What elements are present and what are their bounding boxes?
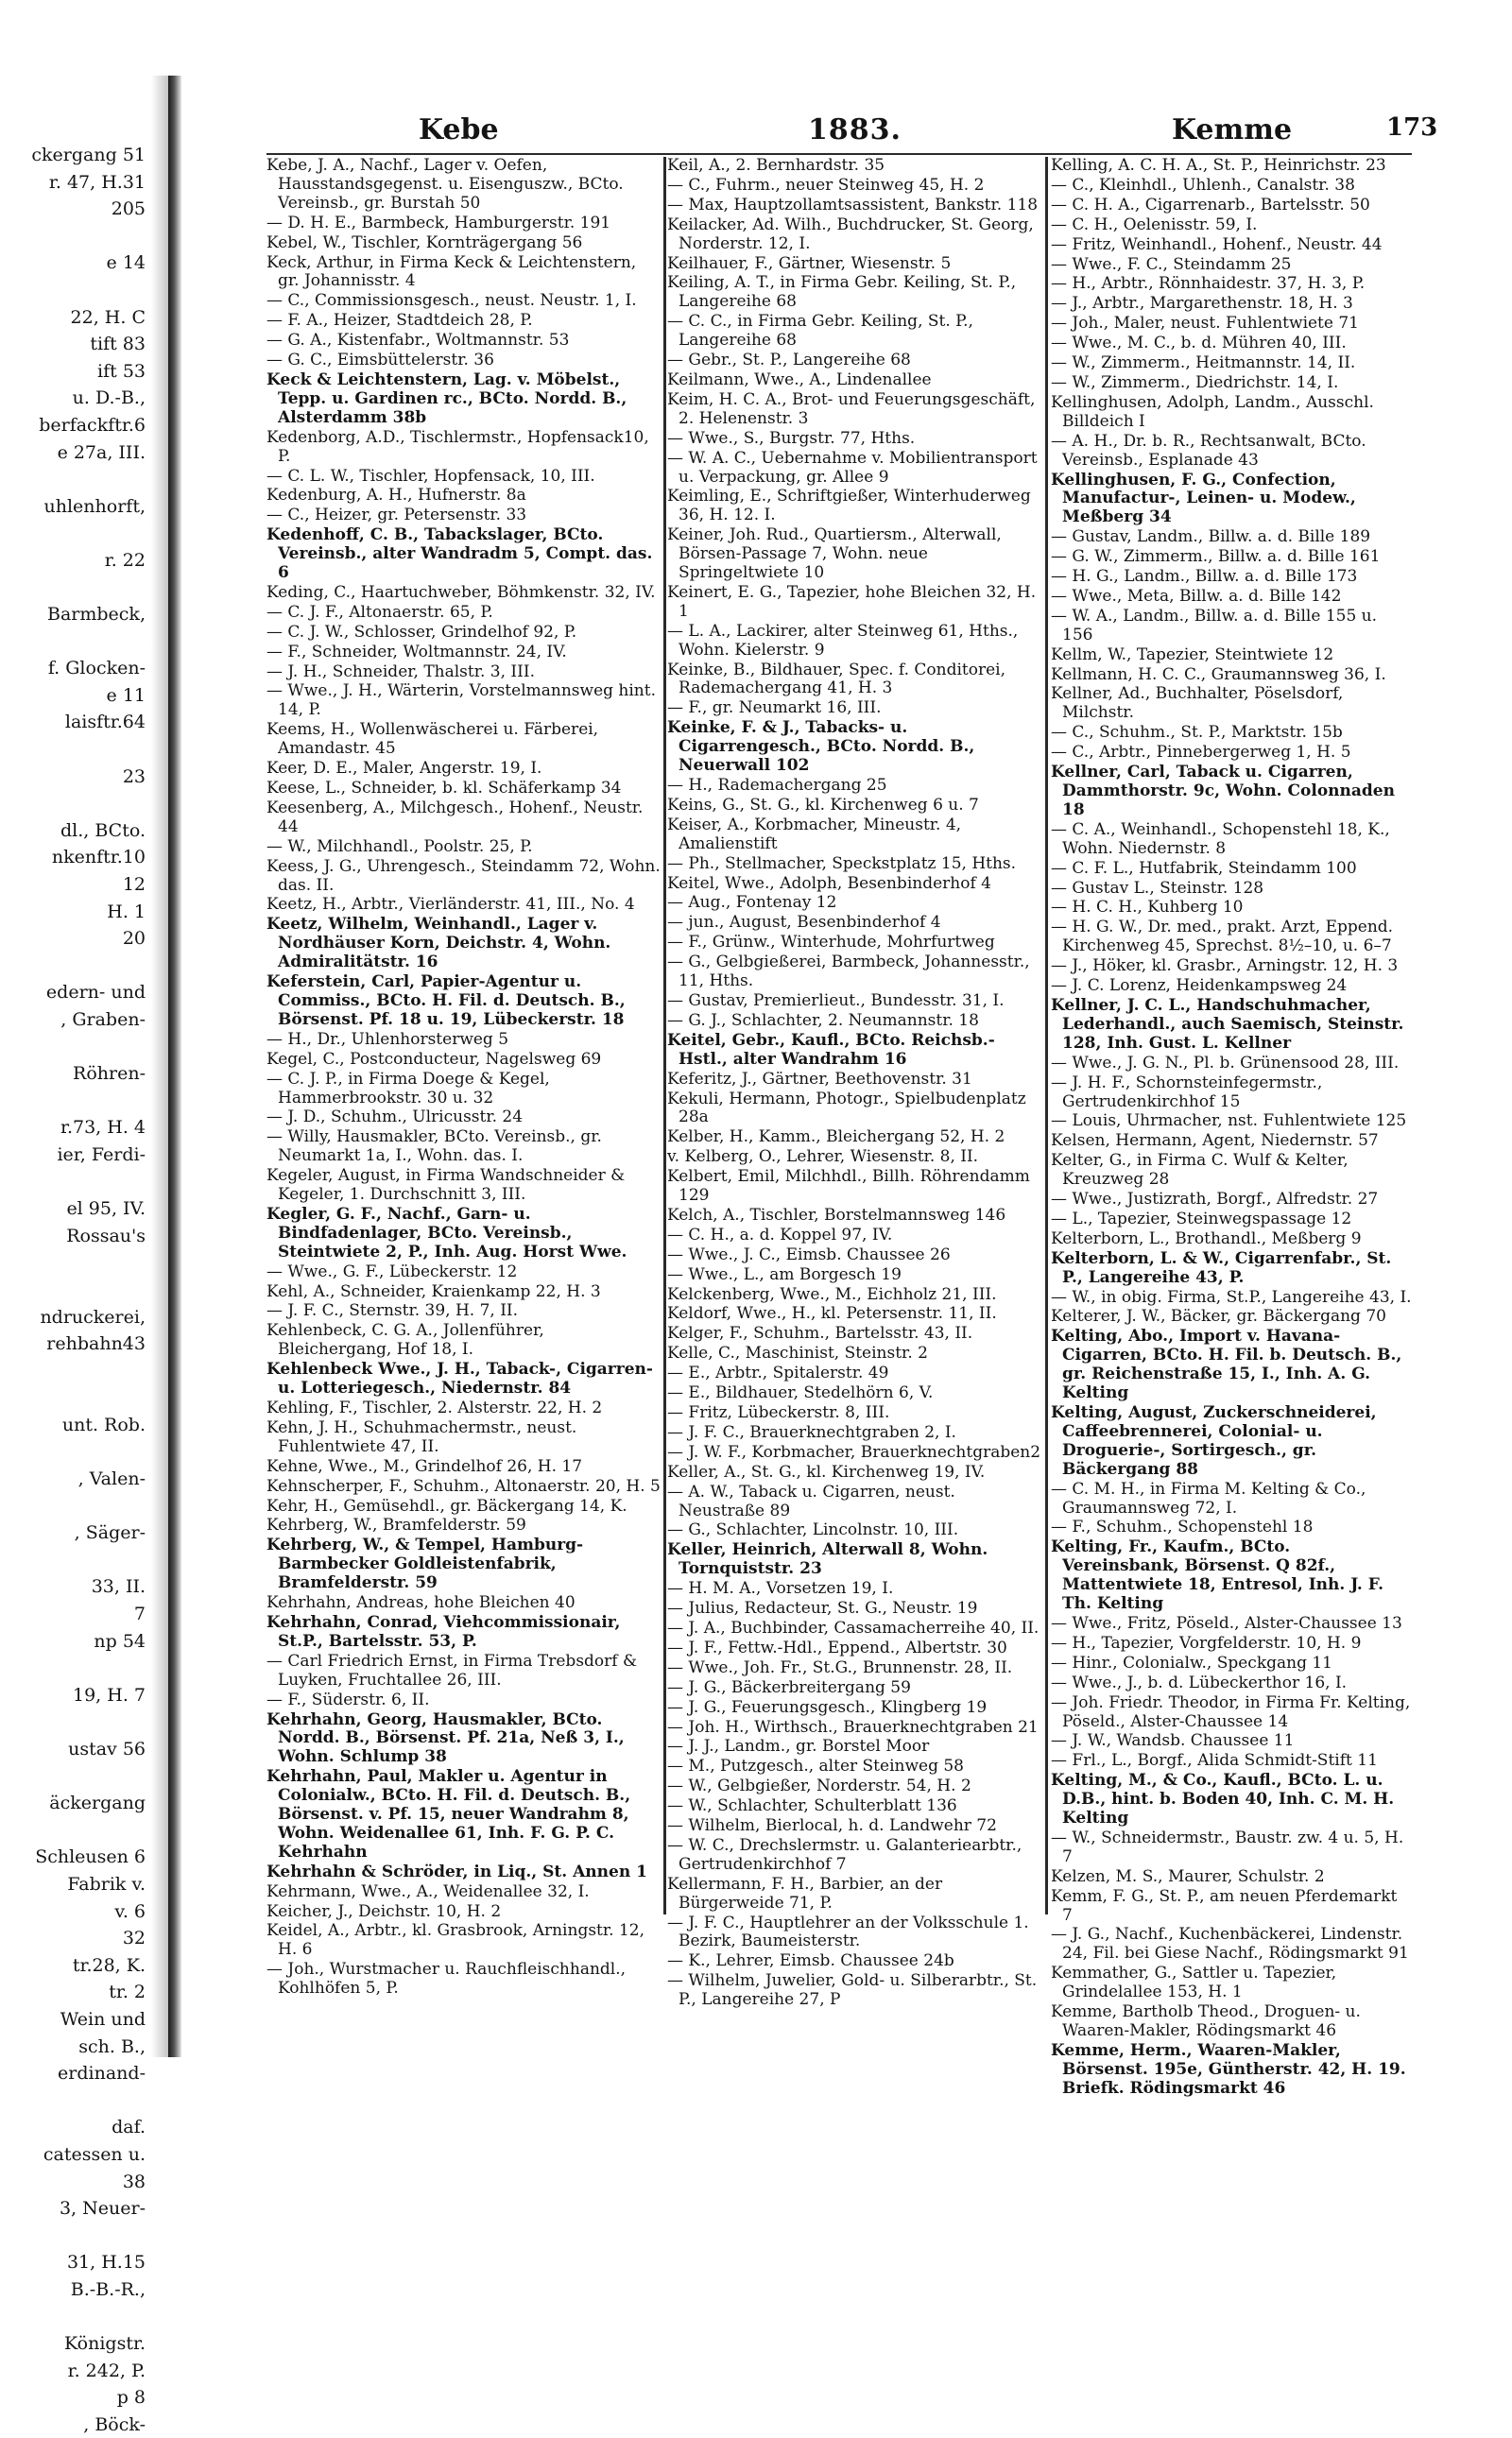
directory-entry: Keinke, F. & J., Tabacks- u. Cigarrengesch., BCto. Nordd. B., Neuerwall 102 xyxy=(667,718,975,776)
fragment-line: Fabrik v. xyxy=(67,1874,146,1895)
directory-entry: — Carl Friedrich Ernst, in Firma Trebsdorf & Luyken, Fruchtallee 26, III. xyxy=(266,1651,638,1690)
fragment-line xyxy=(0,1169,151,1196)
fragment-line: 32 xyxy=(122,1928,146,1949)
directory-entry: — C. J. P., in Firma Doege & Kegel, Hammerbrookstr. 30 u. 32 xyxy=(266,1069,550,1107)
directory-entry: — G. W., Zimmerm., Billw. a. d. Bille 161 xyxy=(1051,547,1381,567)
directory-column-3 xyxy=(1051,156,1412,2098)
fragment-line xyxy=(0,277,151,304)
directory-entry: — Frl., L., Borgf., Alida Schmidt-Stift 11 xyxy=(1051,1751,1378,1771)
directory-entry: — Wwe., G. F., Lübeckerstr. 12 xyxy=(266,1262,518,1281)
directory-entry: — C., Commissionsgesch., neust. Neustr. 1, I. xyxy=(266,291,637,311)
directory-entry: Keck, Arthur, in Firma Keck & Leichtenstern, gr. Johannisstr. 4 xyxy=(266,252,637,291)
fragment-line: el 95, IV. xyxy=(66,1198,146,1220)
directory-entry: — Wilhelm, Juwelier, Gold- u. Silberarbtr., St. P., Langereihe 27, P xyxy=(667,1971,1038,2010)
directory-entry: Kelting, M., & Co., Kaufl., BCto. L. u. D.B., hint. b. Boden 40, Inh. C. M. H. Kelting xyxy=(1051,1771,1395,1828)
fragment-line: r. 22 xyxy=(104,549,146,571)
directory-entry: Kehl, A., Schneider, Kraienkamp 22, H. 3 xyxy=(266,1281,601,1301)
fragment-line xyxy=(0,1439,151,1467)
fragment-line xyxy=(0,628,151,656)
directory-entry: — Julius, Redacteur, St. G., Neustr. 19 xyxy=(667,1599,978,1619)
directory-entry: — Joh. H., Wirthsch., Brauerknechtgraben 21 xyxy=(667,1717,1039,1737)
fragment-line: ckergang 51 xyxy=(31,145,146,165)
fragment-line: , Graben- xyxy=(60,1009,146,1030)
fragment-line xyxy=(0,953,151,980)
directory-entry: — Gustav, Premierlieut., Bundesstr. 31, I. xyxy=(667,990,1005,1010)
directory-entry: — E., Arbtr., Spitalerstr. 49 xyxy=(667,1364,889,1383)
directory-entry: Keetz, Wilhelm, Weinhandl., Lager v. Nordhäuser Korn, Deichstr. 4, Wohn. Admiralitätstr. 16 xyxy=(266,915,611,972)
directory-entry: — J. F. C., Sternstr. 39, H. 7, II. xyxy=(266,1301,519,1321)
fragment-line xyxy=(0,1088,151,1115)
directory-entry: Kelterborn, L. & W., Cigarrenfabr., St. P., Langereihe 43, P. xyxy=(1051,1248,1392,1287)
directory-entry: Kelsen, Hermann, Agent, Niedernstr. 57 xyxy=(1051,1131,1379,1151)
fragment-line: B.-B.-R., xyxy=(70,2278,146,2300)
directory-entry: Kellinghusen, Adolph, Landm., Ausschl. Billdeich I xyxy=(1051,392,1374,431)
directory-entry: — C., Heizer, gr. Petersenstr. 33 xyxy=(266,506,527,525)
directory-entry: Keitel, Gebr., Kaufl., BCto. Reichsb.-Hstl., alter Wandrahm 16 xyxy=(667,1030,995,1069)
directory-entry: — H., Rademachergang 25 xyxy=(667,776,887,795)
fragment-line: 205 xyxy=(111,198,146,220)
fragment-line: unt. Rob. xyxy=(61,1414,146,1435)
fragment-line: u. D.-B., xyxy=(72,387,146,409)
directory-entry: — W. A. C., Uebernahme v. Mobilientransport u. Verpackung, gr. Allee 9 xyxy=(667,448,1038,487)
directory-entry: — W., Zimmerm., Heitmannstr. 14, II. xyxy=(1051,353,1356,373)
directory-entry: — K., Lehrer, Eimsb. Chaussee 24b xyxy=(667,1951,954,1971)
fragment-line xyxy=(0,1034,151,1061)
directory-entry: — J. A., Buchbinder, Cassamacherreihe 40, II. xyxy=(667,1618,1040,1638)
directory-entry: Kelter, G., in Firma C. Wulf & Kelter, Kreuzweg 28 xyxy=(1051,1151,1349,1190)
directory-entry: Keinert, E. G., Tapezier, hohe Bleichen 32, H. 1 xyxy=(667,582,1037,621)
directory-entry: — Ph., Stellmacher, Speckstplatz 15, Hths. xyxy=(667,853,1017,873)
fragment-line: Wein und xyxy=(60,2008,146,2030)
directory-entry: Keiner, Joh. Rud., Quartiersm., Alterwall, Börsen-Passage 7, Wohn. neue Springeltwiete 10 xyxy=(667,525,1002,583)
directory-entry: — Fritz, Lübeckerstr. 8, III. xyxy=(667,1403,890,1422)
directory-entry: Kelckenberg, Wwe., M., Eichholz 21, III. xyxy=(667,1284,997,1304)
directory-entry: Kelch, A., Tischler, Borstelmannsweg 146 xyxy=(667,1205,1006,1225)
directory-entry: Kellinghusen, F. G., Confection, Manufactur-, Leinen- u. Modew., Meßberg 34 xyxy=(1051,470,1356,527)
fragment-line: Schleusen 6 xyxy=(35,1846,146,1868)
directory-entry: Keim, H. C. A., Brot- und Feuerungsgeschäft, 2. Helenenstr. 3 xyxy=(667,389,1036,428)
directory-entry: — J., Arbtr., Margarethenstr. 18, H. 3 xyxy=(1051,294,1353,314)
fragment-line: berfackftr.6 xyxy=(39,414,146,436)
column-divider xyxy=(1045,157,1048,1914)
page-header xyxy=(184,113,1438,151)
directory-entry: Kehne, Wwe., M., Grindelhof 26, H. 17 xyxy=(266,1456,583,1476)
directory-entry: — Wwe., Justizrath, Borgf., Alfredstr. 27 xyxy=(1051,1190,1379,1210)
fragment-line: H. 1 xyxy=(107,901,146,922)
directory-entry: Kehrhahn, Andreas, hohe Bleichen 40 xyxy=(266,1593,576,1613)
fragment-line: p 8 xyxy=(116,2387,146,2409)
directory-entry: — J. D., Schuhm., Ulricusstr. 24 xyxy=(266,1107,524,1127)
directory-column-1 xyxy=(266,157,662,2037)
directory-entry: Keldorf, Wwe., H., kl. Petersenstr. 11, II. xyxy=(667,1304,997,1324)
directory-entry: Kehlenbeck Wwe., J. H., Taback-, Cigarren- u. Lotteriegesch., Niedernstr. 84 xyxy=(266,1360,653,1399)
directory-entry: — G. A., Kistenfabr., Woltmannstr. 53 xyxy=(266,331,570,351)
directory-entry: Kemm, F. G., St. P., am neuen Pferdemarkt 7 xyxy=(1051,1886,1398,1925)
directory-entry: — Joh. Friedr. Theodor, in Firma Fr. Kelting, Pöseld., Alster-Chaussee 14 xyxy=(1051,1692,1411,1731)
gutter-shadow xyxy=(151,76,170,2057)
fragment-line xyxy=(0,1249,151,1277)
directory-entry: Keck & Leichtenstern, Lag. v. Möbelst., Tepp. u. Gardinen rc., BCto. Nordd. B., Alsterdamm 38b xyxy=(266,369,627,427)
directory-entry: Kehrhahn & Schröder, in Liq., St. Annen 1 xyxy=(266,1862,647,1881)
directory-entry: Keding, C., Haartuchweber, Böhmkenstr. 32, IV. xyxy=(266,582,656,602)
directory-entry: Kellner, Carl, Taback u. Cigarren, Dammthorstr. 9c, Wohn. Colonnaden 18 xyxy=(1051,763,1395,819)
directory-entry: Keilacker, Ad. Wilh., Buchdrucker, St. Georg, Norderstr. 12, I. xyxy=(667,215,1034,253)
directory-entry: — C. J. F., Altonaerstr. 65, P. xyxy=(266,602,493,622)
directory-entry: — C. H., a. d. Koppel 97, IV. xyxy=(667,1225,893,1245)
directory-entry: — W., in obig. Firma, St.P., Langereihe 43, I. xyxy=(1051,1287,1412,1307)
directory-entry: Kemme, Herm., Waaren-Makler, Börsenst. 195e, Güntherstr. 42, H. 19. Briefk. Rödingsmarkt 46 xyxy=(1051,2040,1406,2098)
directory-entry: Keil, A., 2. Bernhardstr. 35 xyxy=(667,156,885,175)
directory-entry: Kehnscherper, F., Schuhm., Altonaerstr. 20, H. 5 xyxy=(266,1476,661,1496)
fragment-line: f. Glocken- xyxy=(47,658,146,679)
directory-entry: Kehlenbeck, C. G. A., Jollenführer, Bleichergang, Hof 18, I. xyxy=(266,1321,544,1360)
directory-entry: — W. C., Drechslermstr. u. Galanteriearbtr., Gertrudenkirchhof 7 xyxy=(667,1835,1022,1874)
directory-entry: — J. F. C., Brauerknechtgraben 2, I. xyxy=(667,1422,956,1442)
directory-entry: — Wwe., J., b. d. Lübeckerthor 16, I. xyxy=(1051,1673,1348,1692)
directory-entry: — Gustav, Landm., Billw. a. d. Bille 189 xyxy=(1051,527,1371,547)
fragment-line xyxy=(0,790,151,817)
directory-entry: — G., Schlachter, Lincolnstr. 10, III. xyxy=(667,1520,959,1540)
directory-entry: — W., Gelbgießer, Norderstr. 54, H. 2 xyxy=(667,1777,971,1796)
directory-entry: Keitel, Wwe., Adolph, Besenbinderhof 4 xyxy=(667,873,991,893)
directory-entry: Kehrhahn, Conrad, Viehcommissionair, St.P., Bartelsstr. 53, P. xyxy=(266,1612,621,1651)
header-year: 1883. xyxy=(808,113,902,146)
directory-entry: — Max, Hauptzollamtsassistent, Bankstr. 118 xyxy=(667,195,1039,215)
fragment-line: tr. 2 xyxy=(109,1982,146,2003)
fragment-line: erdinand- xyxy=(58,2063,146,2085)
directory-entry: — Wwe., S., Burgstr. 77, Hths. xyxy=(667,428,916,448)
directory-entry: — C., Kleinhdl., Uhlenh., Canalstr. 38 xyxy=(1051,175,1355,195)
fragment-line: laisftr.64 xyxy=(64,712,146,733)
directory-entry: — C. H. A., Cigarrenarb., Bartelsstr. 50 xyxy=(1051,195,1370,215)
directory-entry: Kelting, Fr., Kaufm., BCto. Vereinsbank, Börsenst. Q 82f., Mattentwiete 18, Entresol, Inh. J. F. Th. Kelting xyxy=(1051,1537,1384,1614)
directory-entry: Kelle, C., Maschinist, Steinstr. 2 xyxy=(667,1344,928,1364)
directory-entry: Kemmather, G., Sattler u. Tapezier, Grindelallee 153, H. 1 xyxy=(1051,1964,1337,2002)
fragment-line: r.73, H. 4 xyxy=(60,1117,146,1139)
directory-entry: — Joh., Maler, neust. Fuhlentwiete 71 xyxy=(1051,314,1359,334)
fragment-line: Röhren- xyxy=(73,1063,146,1085)
fragment-line: Königstr. xyxy=(63,2333,146,2355)
directory-entry: — H. G. W., Dr. med., prakt. Arzt, Eppend. Kirchenweg 45, Sprechst. 8½–10, u. 6–7 xyxy=(1051,918,1394,956)
directory-entry: — Wwe., Joh. Fr., St.G., Brunnenstr. 28, II. xyxy=(667,1657,1013,1677)
directory-entry: — Wwe., Fritz, Pöseld., Alster-Chaussee 13 xyxy=(1051,1613,1402,1633)
directory-entry: — F., Schneider, Woltmannstr. 24, IV. xyxy=(266,642,567,661)
directory-entry: — Aug., Fontenay 12 xyxy=(667,893,837,913)
directory-entry: Keinke, B., Bildhauer, Spec. f. Conditorei, Rademachergang 41, H. 3 xyxy=(667,660,1005,698)
directory-entry: — J. F., Fettw.-Hdl., Eppend., Albertstr. 30 xyxy=(667,1638,1007,1657)
fragment-line xyxy=(0,2223,151,2250)
fragment-line: e 27a, III. xyxy=(57,441,146,463)
directory-entry: Kelting, Abo., Import v. Havana-Cigarren, BCto. H. Fil. b. Deutsch. B., gr. Reichenstraße 15, I., Inh. A. G. Kelting xyxy=(1051,1327,1402,1403)
directory-entry: Kehrhahn, Paul, Makler u. Agentur in Colonialw., BCto. H. Fil. d. Deutsch. B., Börsenst. v. Pf. 15, neuer Wandrahm 8, Wohn. Weidenallee 61, Inh. F. G. P. C. Kehrhahn xyxy=(266,1767,631,1862)
directory-entry: — Willy, Hausmakler, BCto. Vereinsb., gr. Neumarkt 1a, I., Wohn. das. I. xyxy=(266,1127,602,1166)
directory-entry: Keese, L., Schneider, b. kl. Schäferkamp 34 xyxy=(266,779,622,798)
fragment-line: dl., BCto. xyxy=(60,819,146,841)
directory-entry: v. Kelberg, O., Lehrer, Wiesenstr. 8, II. xyxy=(667,1147,979,1167)
directory-entry: Keilmann, Wwe., A., Lindenallee xyxy=(667,369,932,389)
directory-entry: Kehrmann, Wwe., A., Weidenallee 32, I. xyxy=(266,1881,590,1901)
directory-entry: — C., Schuhm., St. P., Marktstr. 15b xyxy=(1051,723,1343,743)
directory-entry: — Wwe., F. C., Steindamm 25 xyxy=(1051,254,1292,274)
directory-entry: Kellermann, F. H., Barbier, an der Bürgerweide 71, P. xyxy=(667,1874,943,1913)
fragment-line: r. 47, H.31 xyxy=(48,171,146,193)
directory-entry: — Wwe., J. G. N., Pl. b. Grünensood 28, III. xyxy=(1051,1053,1400,1073)
directory-entry: Keicher, J., Deichstr. 10, H. 2 xyxy=(266,1901,502,1921)
fragment-line: e 14 xyxy=(106,252,146,274)
directory-entry: Kellmann, H. C. C., Graumannsweg 36, I. xyxy=(1051,664,1386,684)
directory-entry: — Wilhelm, Bierlocal, h. d. Landwehr 72 xyxy=(667,1816,997,1836)
header-rule xyxy=(266,153,1412,155)
directory-entry: — L., Tapezier, Steinwegspassage 12 xyxy=(1051,1209,1352,1228)
header-right-keyword: Kemme xyxy=(1172,113,1293,146)
directory-entry: — G. C., Eimsbüttelerstr. 36 xyxy=(266,351,494,370)
fragment-line xyxy=(0,1547,151,1574)
directory-entry: — Joh., Wurstmacher u. Rauchfleischhandl., Kohlhöfen 5, P. xyxy=(266,1960,627,1999)
directory-entry: — J. H., Schneider, Thalstr. 3, III. xyxy=(266,661,535,681)
fragment-line: , Valen- xyxy=(77,1468,146,1490)
fragment-line xyxy=(0,2087,151,2115)
directory-entry: Kehrberg, W., Bramfelderstr. 59 xyxy=(266,1516,526,1536)
directory-entry: Keferitz, J., Gärtner, Beethovenstr. 31 xyxy=(667,1069,972,1089)
directory-entry: — J. H. F., Schornsteinfegermstr., Gertrudenkirchhof 15 xyxy=(1051,1073,1323,1111)
directory-entry: — Louis, Uhrmacher, nst. Fuhlentwiete 125 xyxy=(1051,1111,1407,1131)
directory-entry: — J. W., Wandsb. Chaussee 11 xyxy=(1051,1731,1295,1751)
fragment-line xyxy=(0,1708,151,1736)
directory-entry: — H. G., Landm., Billw. a. d. Bille 173 xyxy=(1051,567,1358,587)
directory-entry: — J., Höker, kl. Grasbr., Arningstr. 12, H. 3 xyxy=(1051,956,1399,976)
fragment-line: tr.28, K. xyxy=(72,1954,146,1976)
directory-entry: Kehr, H., Gemüsehdl., gr. Bäckergang 14, K. xyxy=(266,1496,627,1516)
directory-entry: Kelber, H., Kamm., Bleichergang 52, H. 2 xyxy=(667,1127,1005,1147)
fragment-line: 20 xyxy=(122,928,146,950)
directory-entry: — jun., August, Besenbinderhof 4 xyxy=(667,913,941,933)
fragment-line: 38 xyxy=(122,2171,146,2192)
fragment-line: 31, H.15 xyxy=(66,2252,146,2274)
fragment-line: 22, H. C xyxy=(70,306,146,328)
directory-entry: — D. H. E., Barmbeck, Hamburgerstr. 191 xyxy=(266,213,611,232)
directory-entry: — Wwe., M. C., b. d. Mühren 40, III. xyxy=(1051,334,1347,353)
directory-entry: — F., gr. Neumarkt 16, III. xyxy=(667,698,882,718)
directory-entry: — C., Arbtr., Pinnebergerweg 1, H. 5 xyxy=(1051,743,1351,763)
directory-entry: — W., Schlachter, Schulterblatt 136 xyxy=(667,1796,957,1816)
directory-entry: — F., Süderstr. 6, II. xyxy=(266,1690,430,1709)
fragment-line: uhlenhorft, xyxy=(43,495,146,517)
directory-entry: Kehrhahn, Georg, Hausmakler, BCto. Nordd. B., Börsenst. Pf. 21a, Neß 3, I., Wohn. Schlump 38 xyxy=(266,1709,625,1767)
fragment-line xyxy=(0,1493,151,1520)
fragment-line xyxy=(0,1763,151,1791)
fragment-line xyxy=(0,1358,151,1385)
fragment-line: ier, Ferdi- xyxy=(57,1143,146,1165)
directory-entry: — W., Schneidermstr., Baustr. zw. 4 u. 5, H. 7 xyxy=(1051,1828,1404,1866)
directory-entry: — J. W. F., Korbmacher, Brauerknechtgraben2 xyxy=(667,1442,1041,1462)
directory-entry: Keidel, A., Arbtr., kl. Grasbrook, Arningstr. 12, H. 6 xyxy=(266,1921,644,1960)
directory-entry: — C. J. W., Schlosser, Grindelhof 92, P. xyxy=(266,622,577,642)
directory-entry: Keetz, H., Arbtr., Vierländerstr. 41, III., No. 4 xyxy=(266,895,635,915)
fragment-line: , Säger- xyxy=(74,1522,146,1544)
directory-entry: — H., Arbtr., Rönnhaidestr. 37, H. 3, P. xyxy=(1051,274,1366,294)
fragment-line: catessen u. xyxy=(43,2143,146,2165)
fragment-line xyxy=(0,520,151,547)
directory-entry: Kedenburg, A. H., Hufnerstr. 8a xyxy=(266,486,526,506)
directory-entry: Kedenhoff, C. B., Tabackslager, BCto. Vereinsb., alter Wandradm 5, Compt. das. 6 xyxy=(266,525,653,583)
directory-entry: — M., Putzgesch., alter Steinweg 58 xyxy=(667,1757,964,1777)
directory-entry: — Gustav L., Steinstr. 128 xyxy=(1051,878,1264,898)
directory-entry: — C. F. L., Hutfabrik, Steindamm 100 xyxy=(1051,858,1357,878)
directory-entry: Kellner, J. C. L., Handschuhmacher, Lederhandl., auch Saemisch, Steinstr. 128, Inh. Gust. L. Kellner xyxy=(1051,995,1404,1053)
directory-entry: Kelterer, J. W., Bäcker, gr. Bäckergang 70 xyxy=(1051,1307,1386,1327)
fragment-line: e 11 xyxy=(106,684,146,706)
fragment-line xyxy=(0,223,151,250)
fragment-line: r. 242, P. xyxy=(67,2360,146,2381)
directory-entry: Keimling, E., Schriftgießer, Winterhuderweg 36, H. 12. I. xyxy=(667,487,1031,525)
directory-entry: Kellner, Ad., Buchhalter, Pöselsdorf, Milchstr. xyxy=(1051,684,1344,723)
directory-entry: — C. M. H., in Firma M. Kelting & Co., Graumannsweg 72, I. xyxy=(1051,1479,1366,1518)
directory-entry: Kedenborg, A.D., Tischlermstr., Hopfensack10, P. xyxy=(266,427,649,466)
directory-entry: — H., Dr., Uhlenhorsterweg 5 xyxy=(266,1029,509,1049)
directory-entry: Kebel, W., Tischler, Kornträgergang 56 xyxy=(266,232,583,252)
directory-entry: — H. C. H., Kuhberg 10 xyxy=(1051,898,1244,918)
fragment-line xyxy=(0,466,151,493)
fragment-line: ndruckerei, xyxy=(40,1306,146,1328)
directory-entry: Kegler, G. F., Nachf., Garn- u. Bindfadenlager, BCto. Vereinsb., Steintwiete 2, P., Inh. Aug. Horst Wwe. xyxy=(266,1204,627,1262)
directory-entry: — Hinr., Colonialw., Speckgang 11 xyxy=(1051,1653,1332,1673)
directory-entry: Kelger, F., Schuhm., Bartelsstr. 43, II. xyxy=(667,1324,973,1344)
directory-entry: — C. C., in Firma Gebr. Keiling, St. P., Langereihe 68 xyxy=(667,312,973,351)
fragment-line: np 54 xyxy=(94,1630,146,1652)
directory-entry: — J. F. C., Hauptlehrer an der Volksschule 1. Bezirk, Baumeisterstr. xyxy=(667,1913,1029,1951)
directory-entry: — J. J., Landm., gr. Borstel Moor xyxy=(667,1737,930,1757)
directory-entry: — G., Gelbgießerei, Barmbeck, Johannesstr., 11, Hths. xyxy=(667,953,1030,991)
directory-entry: — G. J., Schlachter, 2. Neumannstr. 18 xyxy=(667,1010,979,1030)
previous-page-fragment xyxy=(0,142,151,2435)
directory-entry: Keller, A., St. G., kl. Kirchenweg 19, IV. xyxy=(667,1462,986,1482)
fragment-line: ift 53 xyxy=(97,360,146,382)
directory-entry: Keferstein, Carl, Papier-Agentur u. Commiss., BCto. H. Fil. d. Deutsch. B., Börsenst. Pf. 18 u. 19, Lübeckerstr. 18 xyxy=(266,972,626,1029)
directory-entry: — J. C. Lorenz, Heidenkampsweg 24 xyxy=(1051,976,1348,996)
directory-entry: — C., Fuhrm., neuer Steinweg 45, H. 2 xyxy=(667,175,985,195)
directory-entry: — Wwe., L., am Borgesch 19 xyxy=(667,1264,902,1284)
fragment-line: tift 83 xyxy=(90,334,146,355)
fragment-line: äckergang xyxy=(49,1793,146,1814)
directory-entry: Kegel, C., Postconducteur, Nagelsweg 69 xyxy=(266,1049,602,1069)
directory-entry: — E., Bildhauer, Stedelhörn 6, V. xyxy=(667,1383,934,1403)
directory-entry: Kegeler, August, in Firma Wandschneider & Kegeler, 1. Durchschnitt 3, III. xyxy=(266,1166,626,1205)
directory-entry: — J. G., Bäckerbreitergang 59 xyxy=(667,1677,911,1697)
directory-entry: — A. W., Taback u. Cigarren, neust. Neustraße 89 xyxy=(667,1482,955,1520)
fragment-line: ustav 56 xyxy=(68,1739,146,1760)
fragment-line: 12 xyxy=(122,874,146,896)
fragment-line: 3, Neuer- xyxy=(59,2198,146,2220)
page-edge xyxy=(168,76,181,2057)
directory-entry: — C. L. W., Tischler, Hopfensack, 10, III. xyxy=(266,466,595,486)
column-divider xyxy=(663,157,666,1914)
fragment-line: , Böck- xyxy=(83,2413,146,2435)
directory-entry: Kelling, A. C. H. A., St. P., Heinrichstr. 23 xyxy=(1051,156,1386,175)
fragment-line xyxy=(0,1277,151,1304)
directory-entry: Keins, G., St. G., kl. Kirchenweg 6 u. 7 xyxy=(667,795,979,815)
directory-entry: Keess, J. G., Uhrengesch., Steindamm 72, Wohn. das. II. xyxy=(266,856,661,895)
fragment-line: daf. xyxy=(112,2117,146,2138)
fragment-line: 7 xyxy=(133,1604,146,1625)
directory-entry: Kemme, Bartholb Theod., Droguen- u. Waaren-Makler, Rödingsmarkt 46 xyxy=(1051,2002,1361,2040)
directory-entry: Kelbert, Emil, Milchhdl., Billh. Röhrendamm 129 xyxy=(667,1167,1030,1206)
directory-entry: Kebe, J. A., Nachf., Lager v. Oefen, Hausstandsgegenst. u. Eisenguszw., BCto. Vereinsb., gr. Burstah 50 xyxy=(266,156,624,213)
fragment-line xyxy=(0,1384,151,1412)
directory-entry: — Wwe., J. C., Eimsb. Chaussee 26 xyxy=(667,1245,951,1264)
directory-entry: — F. A., Heizer, Stadtdeich 28, P. xyxy=(266,311,533,331)
directory-entry: — Wwe., J. H., Wärterin, Vorstelmannsweg hint. 14, P. xyxy=(266,681,656,720)
directory-entry: — L. A., Lackirer, alter Steinweg 61, Hths., Wohn. Kielerstr. 9 xyxy=(667,621,1019,660)
fragment-line: rehbahn43 xyxy=(46,1333,146,1355)
directory-entry: Kehn, J. H., Schuhmachermstr., neust. Fuhlentwiete 47, II. xyxy=(266,1417,577,1456)
directory-entry: — J. G., Feuerungsgesch., Klingberg 19 xyxy=(667,1697,988,1717)
directory-entry: Kelterborn, L., Brothandl., Meßberg 9 xyxy=(1051,1228,1362,1248)
directory-entry: — A. H., Dr. b. R., Rechtsanwalt, BCto. Vereinsb., Esplanade 43 xyxy=(1051,431,1366,470)
fragment-line xyxy=(0,2304,151,2331)
directory-entry: — Wwe., Meta, Billw. a. d. Bille 142 xyxy=(1051,586,1342,606)
directory-column-2 xyxy=(667,157,1043,2037)
directory-entry: Kehling, F., Tischler, 2. Alsterstr. 22, H. 2 xyxy=(266,1399,603,1417)
fragment-line: 19, H. 7 xyxy=(73,1684,146,1706)
directory-entry: — W. A., Landm., Billw. a. d. Bille 155 u. 156 xyxy=(1051,606,1378,644)
fragment-line: Rossau's xyxy=(66,1225,146,1246)
directory-entry: Keiling, A. T., in Firma Gebr. Keiling, St. P., Langereihe 68 xyxy=(667,273,1017,312)
fragment-line: 33, II. xyxy=(91,1576,146,1598)
header-left-keyword: Kebe xyxy=(419,113,499,146)
fragment-line xyxy=(0,575,151,602)
directory-entry: — H., Tapezier, Vorgfelderstr. 10, H. 9 xyxy=(1051,1633,1362,1653)
directory-entry: Keems, H., Wollenwäscherei u. Färberei, Amandastr. 45 xyxy=(266,720,599,759)
fragment-line: Barmbeck, xyxy=(47,604,146,626)
fragment-line: edern- und xyxy=(45,982,146,1004)
fragment-line xyxy=(0,1655,151,1682)
fragment-line: 23 xyxy=(122,765,146,787)
fragment-line: nkenftr.10 xyxy=(51,847,146,868)
page-number: 173 xyxy=(1386,113,1438,142)
directory-entry: Keesenberg, A., Milchgesch., Hohenf., Neustr. 44 xyxy=(266,798,644,836)
directory-entry: Kelzen, M. S., Maurer, Schulstr. 2 xyxy=(1051,1866,1325,1886)
fragment-line xyxy=(0,1817,151,1845)
directory-entry: — Fritz, Weinhandl., Hohenf., Neustr. 44 xyxy=(1051,234,1383,254)
directory-entry: Kehrberg, W., & Tempel, Hamburg-Barmbecker Goldleistenfabrik, Bramfelderstr. 59 xyxy=(266,1536,584,1593)
directory-entry: — C. H., Oelenisstr. 59, I. xyxy=(1051,215,1258,234)
directory-entry: — H. M. A., Vorsetzen 19, I. xyxy=(667,1579,894,1599)
directory-entry: — W., Zimmerm., Diedrichstr. 14, I. xyxy=(1051,372,1339,392)
fragment-line: sch. B., xyxy=(78,2035,146,2057)
directory-entry: Kellm, W., Tapezier, Steintwiete 12 xyxy=(1051,644,1334,664)
directory-entry: Keiser, A., Korbmacher, Mineustr. 4, Amalienstift xyxy=(667,815,962,853)
directory-entry: Keer, D. E., Maler, Angerstr. 19, I. xyxy=(266,759,542,779)
fragment-line: v. 6 xyxy=(114,1900,146,1922)
directory-entry: Keilhauer, F., Gärtner, Wiesenstr. 5 xyxy=(667,253,952,273)
fragment-line xyxy=(0,736,151,764)
directory-entry: — C. A., Weinhandl., Schopenstehl 18, K., Wohn. Niedernstr. 8 xyxy=(1051,819,1390,858)
directory-entry: — Gebr., St. P., Langereihe 68 xyxy=(667,351,911,370)
directory-entry: Kelting, August, Zuckerschneiderei, Caffeebrennerei, Colonial- u. Droguerie-, Sortirgesch., gr. Bäckergang 88 xyxy=(1051,1403,1377,1479)
directory-entry: — F., Schuhm., Schopenstehl 18 xyxy=(1051,1518,1314,1537)
directory-entry: Kekuli, Hermann, Photogr., Spielbudenplatz 28a xyxy=(667,1089,1026,1127)
directory-entry: — W., Milchhandl., Poolstr. 25, P. xyxy=(266,836,533,856)
directory-entry: Keller, Heinrich, Alterwall 8, Wohn. Tornquiststr. 23 xyxy=(667,1540,988,1579)
directory-entry: — F., Grünw., Winterhude, Mohrfurtweg xyxy=(667,933,995,953)
directory-entry: — J. G., Nachf., Kuchenbäckerei, Lindenstr. 24, Fil. bei Giese Nachf., Rödingsmarkt 91 xyxy=(1051,1925,1409,1964)
